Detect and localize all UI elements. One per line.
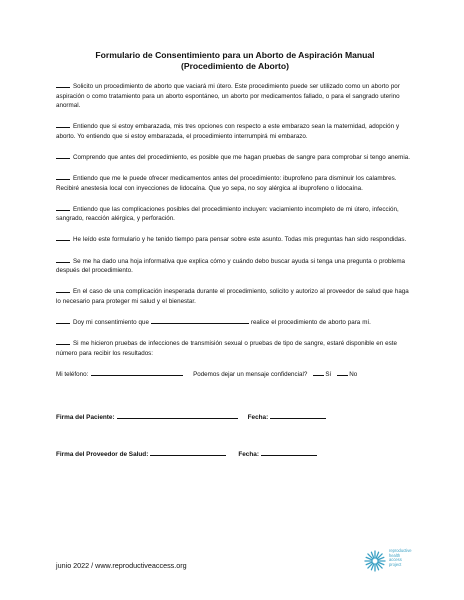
consent-item — [56, 152, 414, 163]
rhap-logo — [363, 549, 423, 581]
consent-item — [56, 81, 414, 111]
consent-item — [56, 173, 414, 193]
patient-signature-row — [56, 412, 414, 421]
logo-line-1: reproductive — [389, 548, 412, 553]
date-label: Fecha: — [247, 413, 269, 421]
consent-item — [56, 234, 414, 245]
provider-name-blank[interactable] — [151, 317, 249, 324]
provider-signature-label: Firma del Proveedor de Salud: — [56, 450, 149, 458]
provider-signature-row — [56, 449, 414, 458]
yes-blank[interactable] — [313, 369, 324, 376]
initials-blank[interactable] — [56, 286, 70, 293]
item-text: Solicito un procedimiento de aborto que vaciará mi útero. Este procedimiento puede ser utilizado como un aborto por aspiración o como tratamiento para un aborto espontáneo, un aborto por medicamentos fallado, o para el sangrado uterino anormal. — [56, 83, 400, 110]
initials-blank[interactable] — [56, 81, 70, 88]
initials-blank[interactable] — [56, 152, 70, 159]
logo-wordmark — [389, 549, 412, 568]
initials-blank[interactable] — [56, 121, 70, 128]
title-line-1: Formulario de Consentimiento para un Aborto de Aspiración Manual — [95, 50, 375, 60]
consent-item — [56, 121, 414, 141]
sunburst-logo-icon — [363, 549, 387, 573]
item-text: Entiendo que las complicaciones posibles del procedimiento incluyen: vaciamiento incompleto de mi útero, infección, sangrado, reacción alérgica, y perforación. — [56, 205, 399, 223]
footer-text: junio 2022 / www.reproductiveaccess.org — [56, 561, 187, 570]
logo-line-4: project — [389, 562, 402, 568]
provider-signature-blank[interactable] — [150, 449, 226, 456]
item-text: Entiendo que me le puede ofrecer medicamentos antes del procedimiento: ibuprofeno para disminuir los calambres. Recibiré anestesia local con inyecciones de lidocaína. Que yo sepa, no soy alérgica al ibuprofeno o lidocaína. — [56, 175, 397, 192]
phone-blank[interactable] — [91, 369, 183, 376]
consent-text-after: realice el procedimiento de aborto para mí. — [250, 318, 371, 326]
item-text: Se me ha dado una hoja informativa que explica cómo y cuándo debo buscar ayuda si tenga una pregunta o problema después del procedimiento. — [56, 257, 405, 275]
initials-blank[interactable] — [56, 173, 70, 180]
form-title — [56, 50, 414, 72]
phone-row — [56, 369, 414, 379]
date-blank[interactable] — [270, 412, 326, 419]
consent-item — [56, 286, 414, 306]
initials-blank[interactable] — [56, 234, 70, 241]
consent-provider-item — [56, 317, 414, 328]
initials-blank[interactable] — [56, 204, 70, 211]
item-text: Entiendo que si estoy embarazada, mis tres opciones con respecto a este embarazo sean la maternidad, adopción y aborto. Yo entiendo que si estoy embarazada, el procedimiento interrumpirá mi embarazo. — [56, 123, 400, 140]
initials-blank[interactable] — [56, 317, 70, 324]
consent-text-before: Doy mi consentimiento que — [73, 318, 149, 326]
date-blank[interactable] — [261, 449, 317, 456]
no-blank[interactable] — [337, 369, 348, 376]
sti-item — [56, 338, 414, 358]
item-text: He leído este formulario y he tenido tiempo para pensar sobre este asunto. Todas mis preguntas han sido respondidas. — [73, 236, 407, 244]
patient-signature-label: Firma del Paciente: — [56, 413, 115, 421]
item-text: En el caso de una complicación inesperada durante el procedimiento, solicito y autorizo al proveedor de salud que haga lo necesario para proteger mi salud y el bienestar. — [56, 288, 409, 305]
item-text: Comprendo que antes del procedimiento, es posible que me hagan pruebas de sangre para comprobar si tengo anemia. — [73, 153, 410, 161]
consent-form — [56, 50, 414, 486]
initials-blank[interactable] — [56, 256, 70, 263]
logo-line-2: health — [389, 552, 401, 558]
consent-item — [56, 204, 414, 224]
date-label: Fecha: — [238, 450, 259, 458]
phone-label: Mi teléfono: — [56, 370, 89, 378]
patient-signature-blank[interactable] — [117, 412, 238, 419]
item-text: Si me hicieron pruebas de infecciones de transmisión sexual o pruebas de tipo de sangre, estaré disponible en este número para recibir los resultados: — [56, 340, 397, 357]
consent-item — [56, 256, 414, 276]
initials-blank[interactable] — [56, 338, 70, 345]
message-question: Podemos dejar un mensaje confidencial? — [193, 370, 308, 378]
logo-line-3: access — [389, 557, 402, 563]
no-label: No — [349, 370, 358, 378]
yes-label: Sí — [325, 370, 332, 378]
title-line-2: (Procedimiento de Aborto) — [180, 61, 290, 71]
